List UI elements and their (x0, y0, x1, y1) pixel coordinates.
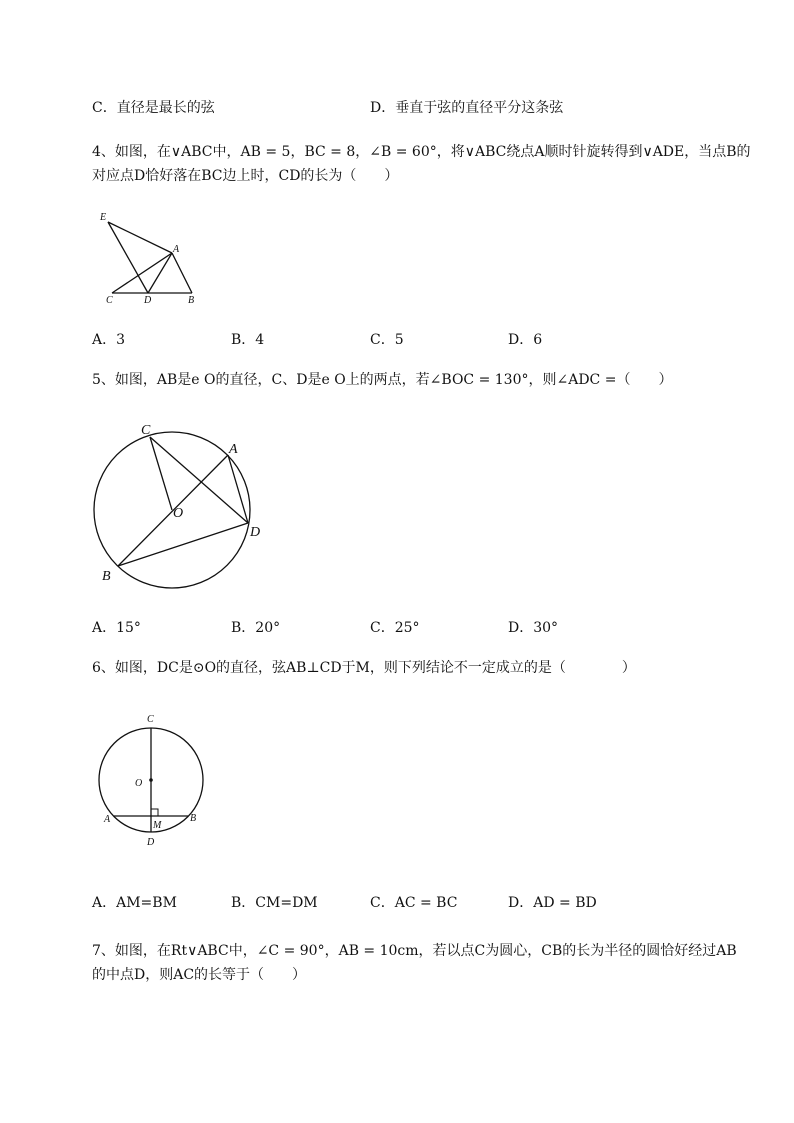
q5-option-c: C．25° (370, 620, 420, 636)
q6-stem-line-1: 6、如图，DC是⊙O的直径，弦AB⊥CD于M，则下列结论不一定成立的是（ ） (92, 660, 636, 676)
q4-label-b: B (188, 295, 195, 306)
q7-stem-line-1: 7、如图，在Rt∨ABC中，∠C = 90°，AB = 10cm，若以点C为圆心，CB的长为半径的圆恰好经过AB (92, 943, 737, 959)
q4-option-d: D．6 (508, 332, 543, 348)
q5-label-a: A (229, 442, 238, 457)
q4-stem-line-2: 对应点D恰好落在BC边上时，CD的长为（ ） (92, 168, 399, 184)
q6-option-c: C．AC = BC (370, 895, 458, 911)
q5-label-c: C (141, 423, 151, 438)
q5-option-b: B．20° (231, 620, 281, 636)
q4-stem-line-1: 4、如图，在∨ABC中，AB = 5，BC = 8，∠B = 60°，将∨ABC绕点A顺时针旋转得到∨ADE，当点B的 (92, 144, 751, 160)
q6-label-b: B (190, 813, 197, 824)
q5-option-d: D．30° (508, 620, 559, 636)
q6-center-dot (149, 778, 153, 782)
q6-label-m: M (153, 820, 162, 831)
q6-right-angle-mark (151, 809, 158, 816)
q6-label-d: D (147, 837, 155, 848)
q4-option-b: B．4 (231, 332, 265, 348)
q4-label-d: D (144, 295, 152, 306)
q6-label-o: O (135, 778, 143, 789)
q6-label-a: A (104, 814, 111, 825)
q5-label-b: B (102, 569, 111, 584)
q4-label-c: C (106, 295, 113, 306)
q4-option-c: C．5 (370, 332, 404, 348)
q7-stem-line-2: 的中点D，则AC的长等于（ ） (92, 967, 307, 983)
q6-option-b: B．CM=DM (231, 895, 318, 911)
q5-option-a: A．15° (92, 620, 141, 636)
q3-option-d: D．垂直于弦的直径平分这条弦 (370, 100, 564, 116)
q3-option-c: C．直径是最长的弦 (92, 100, 215, 116)
q6-option-d: D．AD = BD (508, 895, 597, 911)
q5-label-d: D (250, 525, 261, 540)
q4-label-a: A (173, 244, 180, 255)
q5-stem-line-1: 5、如图，AB是e O的直径，C、D是e O上的两点，若∠BOC = 130°，则∠ADC =（ ） (92, 372, 673, 388)
q4-option-a: A．3 (92, 332, 126, 348)
q4-label-e: E (100, 212, 107, 223)
q5-label-o: O (173, 506, 184, 521)
q6-option-a: A．AM=BM (92, 895, 177, 911)
q6-label-c: C (147, 714, 154, 725)
